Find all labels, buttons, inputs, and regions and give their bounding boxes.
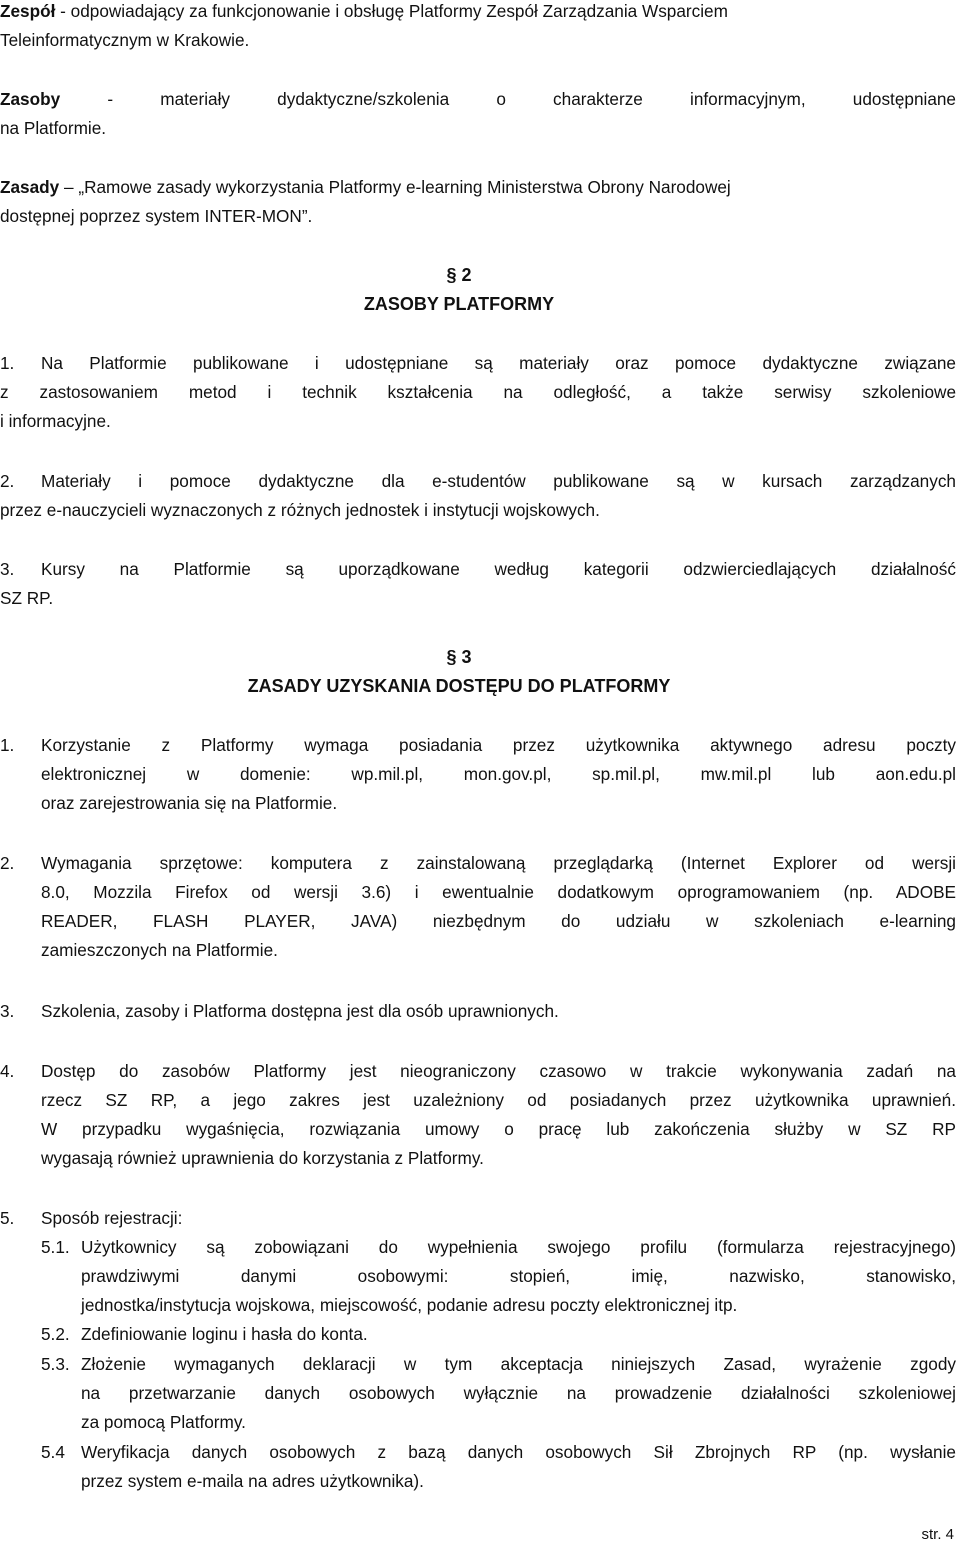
section-3-item-4-line: rzecz SZ RP, a jego zakres jest uzależniony od posiadanych przez użytkownika uprawnień.	[41, 1090, 956, 1110]
definition-term: Zasoby	[0, 89, 61, 109]
subitem-5-3-line: za pomocą Platformy.	[81, 1412, 246, 1432]
subitem-5-4-line: przez system e-maila na adres użytkownika).	[81, 1471, 424, 1491]
subitem-5-3-line: Złożenie wymaganych deklaracji w tym akceptacja niniejszych Zasad, wyrażenie zgody	[81, 1354, 956, 1374]
definition-zespol-line2: Teleinformatycznym w Krakowie.	[0, 30, 250, 50]
section-3-item-2-line: READER, FLASH PLAYER, JAVA) niezbędnym do udziału w szkoleniach e-learning	[41, 911, 956, 931]
subitem-5-3-line: na przetwarzanie danych osobowych wyłącznie na prowadzenie działalności szkoleniowej	[81, 1383, 956, 1403]
section-3-item-1-line: Korzystanie z Platformy wymaga posiadania przez użytkownika aktywnego adresu poczty	[41, 735, 956, 755]
section-2-item-3-line: Kursy na Platformie są uporządkowane według kategorii odzwierciedlających działalność	[41, 559, 956, 579]
section-3-item-4-line: W przypadku wygaśnięcia, rozwiązania umowy o pracę lub zakończenia służby w SZ RP	[41, 1119, 956, 1139]
definition-zasady-line2: dostępnej poprzez system INTER-MON”.	[0, 206, 313, 226]
section-3-item-4-line: Dostęp do zasobów Platformy jest nieograniczony czasowo w trakcie wykonywania zadań na	[41, 1061, 956, 1081]
section-2-item-1-line: i informacyjne.	[0, 411, 111, 431]
definition-term: Zespół	[0, 1, 56, 21]
definition-zasady-line1: Zasady – „Ramowe zasady wykorzystania Platformy e-learning Ministerstwa Obrony Narodowej	[0, 177, 731, 197]
section-3-item-1-line: elektronicznej w domenie: wp.mil.pl, mon.gov.pl, sp.mil.pl, mw.mil.pl lub aon.edu.pl	[41, 764, 956, 784]
section-3-item-5-line: Sposób rejestracji:	[41, 1208, 183, 1228]
section-2-item-3-line: SZ RP.	[0, 588, 54, 608]
definition-zespol-line1: Zespół - odpowiadający za funkcjonowanie i obsługę Platformy Zespół Zarządzania Wsparciem	[0, 1, 728, 21]
section-3-item-4-line: wygasają również uprawnienia do korzystania z Platformy.	[41, 1148, 484, 1168]
section-3-item-2-line: 8.0, Mozzila Firefox od wersji 3.6) i ewentualnie dodatkowym oprogramowaniem (np. ADOBE	[41, 882, 956, 902]
page-number: str. 4	[921, 1526, 954, 1543]
section-3-title: ZASADY UZYSKANIA DOSTĘPU DO PLATFORMY	[247, 676, 671, 696]
section-2-title: ZASOBY PLATFORMY	[363, 294, 555, 314]
section-3-number: § 3	[446, 647, 472, 667]
section-3-item-1-line: oraz zarejestrowania się na Platformie.	[41, 793, 338, 813]
section-2-item-2-line: przez e-nauczycieli wyznaczonych z różnych jednostek i instytucji wojskowych.	[0, 500, 600, 520]
section-2-number: § 2	[446, 265, 472, 285]
definition-zasoby-line2: na Platformie.	[0, 118, 107, 138]
document-page: Zespół - odpowiadający za funkcjonowanie i obsługę Platformy Zespół Zarządzania Wsparciem Teleinformatycznym w Krakowie. Zasoby - materiały dydaktyczne/szkolenia o charakterze informacyjnym, udostępniane na Platformie. Zasady – „Ramowe zasady wykorzystania Platformy e-learning Ministerstwa Obrony Narodowej dostępnej poprzez system INTER-MON”. § 2 ZASOBY PLATFORMY 1. Na Platformie publikowane i udostępniane są materiały oraz pomoce dydaktyczne związane z zastosowaniem metod i technik kształcenia na odległość, a także serwisy szkoleniowe i informacyjne. 2. Materiały i pomoce dydaktyczne dla e-studentów publikowane są w kursach zarządzanych przez e-nauczycieli wyznaczonych z różnych jednostek i instytucji wojskowych. 3. Kursy na Platformie są uporządkowane według kategorii odzwierciedlających działalność SZ RP. § 3 ZASADY UZYSKANIA DOSTĘPU DO PLATFORMY 1. Korzystanie z Platformy wymaga posiadania przez użytkownika aktywnego adresu poczty elektronicznej w domenie: wp.mil.pl, mon.gov.pl, sp.mil.pl, mw.mil.pl lub aon.edu.pl oraz zarejestrowania się na Platformie. 2. Wymagania sprzętowe: komputera z zainstalowaną przeglądarką (Internet Explorer od wersji 8.0, Mozzila Firefox od wersji 3.6) i ewentualnie dodatkowym oprogramowaniem (np. ADOBE READER, FLASH PLAYER, JAVA) niezbędnym do udziału w szkoleniach e-learning zamieszczonych na Platformie. 3. Szkolenia, zasoby i Platforma dostępna jest dla osób uprawnionych. 4. Dostęp do zasobów Platformy jest nieograniczony czasowo w trakcie wykonywania zadań na rzecz SZ RP, a jego zakres jest uzależniony od posiadanych przez użytkownika uprawnień. W przypadku wygaśnięcia, rozwiązania umowy o pracę lub zakończenia służby w SZ RP wygasają również uprawnienia do korzystania z Platformy. 5. Sposób rejestracji: 5.1. Użytkownicy są zobowiązani do wypełnienia swojego profilu (formularza rejestracyjnego) prawdziwymi danymi osobowymi: stopień, imię, nazwisko, stanowisko, jednostka/instytucja wojskowa, miejscowość, podanie adresu poczty elektronicznej itp. 5.2. Zdefiniowanie loginu i hasła do konta. 5.3. Złożenie wymaganych deklaracji w tym akceptacja niniejszych Zasad, wyrażenie zgody na przetwarzanie danych osobowych wyłącznie na prowadzenie działalności szkoleniowej za pomocą Platformy. 5.4 Weryfikacja danych osobowych z bazą danych osobowych Sił Zbrojnych RP (np. wysłanie przez system e-maila na adres użytkownika). str. 4	[0, 1, 956, 1543]
section-3-item-2-line: Wymagania sprzętowe: komputera z zainstalowaną przeglądarką (Internet Explorer od wersji	[41, 853, 956, 873]
section-3-item-3-line: Szkolenia, zasoby i Platforma dostępna jest dla osób uprawnionych.	[41, 1001, 559, 1021]
subitem-5-1-line: prawdziwymi danymi osobowymi: stopień, imię, nazwisko, stanowisko,	[81, 1266, 956, 1286]
subitem-5-1-line: Użytkownicy są zobowiązani do wypełnienia swojego profilu (formularza rejestracyjnego)	[81, 1237, 956, 1257]
subitem-5-4-line: Weryfikacja danych osobowych z bazą danych osobowych Sił Zbrojnych RP (np. wysłanie	[81, 1442, 956, 1462]
section-2-item-2-line: Materiały i pomoce dydaktyczne dla e-studentów publikowane są w kursach zarządzanych	[41, 471, 956, 491]
subitem-5-1-line: jednostka/instytucja wojskowa, miejscowość, podanie adresu poczty elektronicznej itp.	[81, 1295, 738, 1315]
section-2-item-1-line: z zastosowaniem metod i technik kształcenia na odległość, a także serwisy szkoleniowe	[0, 382, 956, 402]
definition-term: Zasady	[0, 177, 60, 197]
section-3-item-2-line: zamieszczonych na Platformie.	[41, 940, 278, 960]
section-2-item-1-line: Na Platformie publikowane i udostępniane są materiały oraz pomoce dydaktyczne związane	[41, 353, 956, 373]
definition-zasoby-line1: Zasoby - materiały dydaktyczne/szkolenia o charakterze informacyjnym, udostępniane	[0, 89, 956, 109]
subitem-5-2-line: Zdefiniowanie loginu i hasła do konta.	[81, 1324, 368, 1344]
